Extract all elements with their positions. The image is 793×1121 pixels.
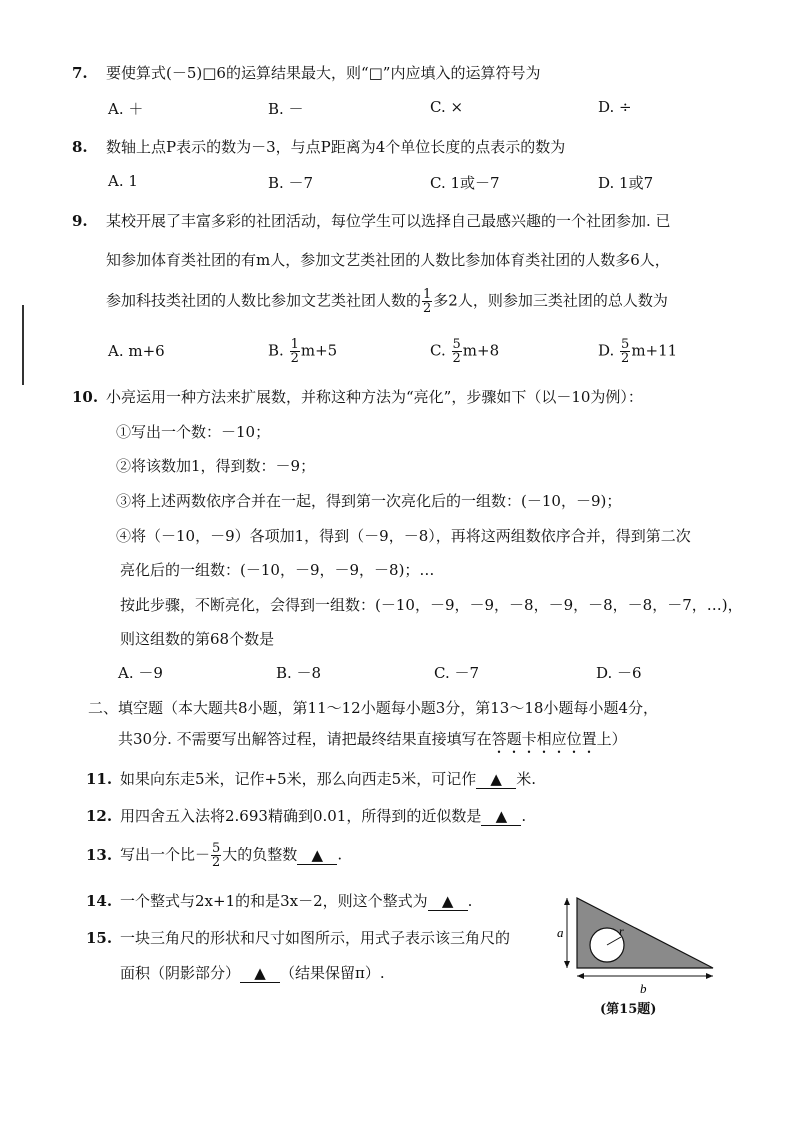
fraction (422, 288, 432, 315)
question-14 (86, 890, 472, 911)
option-label: B. (268, 341, 284, 360)
question-15 (86, 927, 510, 948)
question-stem-end: . (337, 845, 343, 864)
question-stem: 一块三角尺的形状和尺寸如图所示，用式子表示该三角尺的 (120, 929, 511, 947)
label-a: a (557, 925, 564, 940)
question-number: 13. (86, 845, 113, 864)
label-b: b (640, 981, 647, 996)
section-2-instructions (118, 728, 627, 757)
option-b[interactable]: B. －8 (276, 664, 322, 682)
fraction (452, 338, 462, 365)
option-d[interactable] (598, 338, 677, 365)
question-number: 11. (86, 770, 113, 788)
step-1: ①写出一个数：－10； (116, 423, 271, 441)
question-number: 15. (86, 929, 113, 947)
fraction-denominator: 2 (290, 351, 299, 366)
question-number: 8. (72, 138, 88, 156)
stem-text: 参加科技类社团的人数比参加文艺类社团人数的 (106, 291, 422, 310)
question-15-line-2 (120, 962, 385, 983)
fraction (290, 338, 300, 365)
option-d[interactable]: D. －6 (596, 664, 642, 682)
margin-binding-mark (22, 305, 24, 385)
question-stem-end: 米. (516, 770, 536, 788)
arrow-head-icon (706, 973, 713, 979)
option-c[interactable]: C. 1或－7 (430, 174, 500, 192)
question-8 (72, 136, 565, 157)
question-stem: 面积（阴影部分） (120, 964, 241, 982)
fraction (211, 842, 221, 869)
option-tail: m+8 (462, 341, 500, 360)
emphasized-text: 答题卡相应位置 (491, 730, 597, 748)
section-2-heading: 二、填空题（本大题共8小题，第11～12小题每小题3分，第13～18小题每小题4分， (88, 699, 658, 717)
fraction-denominator: 2 (621, 351, 630, 366)
question-9-line-2: 知参加体育类社团的有m人，参加文艺类社团的人数比参加体育类社团的人数多6人， (106, 251, 670, 269)
instruction-text: 上） (596, 730, 627, 748)
q10-follow: 按此步骤，不断亮化，会得到一组数：(－10，－9，－9，－8，－9，－8，－8，－7，…)， (120, 596, 743, 614)
option-b[interactable]: B. －7 (268, 174, 314, 192)
option-b[interactable]: B. － (268, 100, 304, 118)
question-stem: 如果向东走5米，记作+5米，那么向西走5米，可记作 (120, 770, 477, 788)
q10-options (108, 662, 748, 686)
option-tail: m+11 (631, 341, 678, 360)
question-stem: 一个整式与2x+1的和是3x－2，则这个整式为 (120, 892, 428, 910)
question-number: 10. (72, 388, 99, 406)
question-12 (86, 805, 526, 826)
q7-options (108, 98, 748, 122)
fraction-numerator: 1 (423, 287, 432, 302)
option-d[interactable]: D. ÷ (598, 98, 632, 116)
question-number: 14. (86, 892, 113, 910)
instruction-text: 共30分. 不需要写出解答过程，请把最终结果直接填写在 (118, 730, 492, 748)
fraction-numerator: 5 (212, 841, 221, 856)
arrow-head-icon (564, 898, 570, 905)
fraction-numerator: 5 (452, 337, 461, 352)
figure-caption: (第15题) (600, 1002, 657, 1017)
q9-options (108, 338, 748, 370)
question-stem: 大的负整数 (222, 845, 298, 864)
question-stem: 要使算式(－5)□6的运算结果最大，则“□”内应填入的运算符号为 (106, 64, 541, 82)
option-a[interactable]: A. ＋ (108, 100, 144, 118)
question-stem: 小亮运用一种方法来扩展数，并称这种方法为“亮化”，步骤如下（以－10为例）： (106, 388, 643, 406)
question-number: 9. (72, 212, 88, 230)
option-c[interactable]: C. × (430, 98, 464, 116)
question-stem: 数轴上点P表示的数为－3，与点P距离为4个单位长度的点表示的数为 (106, 138, 566, 156)
option-a[interactable]: A. 1 (108, 172, 138, 190)
step-2: ②将该数加1，得到数：－9； (116, 457, 316, 475)
question-stem-end: （结果保留π）. (280, 964, 385, 982)
answer-blank[interactable]: ▲ (428, 892, 468, 911)
question-10 (72, 386, 643, 407)
q10-ask: 则这组数的第68个数是 (120, 630, 275, 648)
question-stem: 写出一个比－ (120, 845, 211, 864)
answer-blank[interactable]: ▲ (297, 846, 337, 865)
question-9 (72, 210, 671, 231)
question-9-line-3 (106, 288, 668, 315)
question-7 (72, 62, 540, 83)
stem-text: 多2人，则参加三类社团的总人数为 (433, 291, 668, 310)
fraction-denominator: 2 (212, 855, 221, 870)
option-a[interactable]: A. －9 (118, 664, 163, 682)
option-a[interactable]: A. m+6 (108, 342, 165, 360)
question-stem-end: . (467, 892, 473, 910)
fraction (620, 338, 630, 365)
option-label: C. (430, 341, 446, 360)
question-stem-line-1: 某校开展了丰富多彩的社团活动，每位学生可以选择自己最感兴趣的一个社团参加. 已 (106, 212, 671, 230)
fraction-numerator: 5 (621, 337, 630, 352)
step-4-continued: 亮化后的一组数：(－10，－9，－9，－8)；… (120, 561, 435, 579)
option-tail: m+5 (300, 341, 338, 360)
arrow-head-icon (577, 973, 584, 979)
arrow-head-icon (564, 961, 570, 968)
step-3: ③将上述两数依序合并在一起，得到第一次亮化后的一组数：(－10，－9)； (116, 492, 622, 510)
answer-blank[interactable]: ▲ (240, 964, 280, 983)
step-4: ④将（－10，－9）各项加1，得到（－9，－8），再将这两组数依序合并，得到第二次 (116, 527, 691, 545)
option-b[interactable] (268, 338, 337, 365)
question-stem: 用四舍五入法将2.693精确到0.01，所得到的近似数是 (120, 807, 482, 825)
answer-blank[interactable]: ▲ (476, 770, 516, 789)
question-11 (86, 768, 536, 789)
option-c[interactable] (430, 338, 499, 365)
question-13 (86, 842, 342, 869)
fraction-denominator: 2 (452, 351, 461, 366)
option-d[interactable]: D. 1或7 (598, 174, 654, 192)
fraction-denominator: 2 (423, 301, 432, 316)
question-number: 12. (86, 807, 113, 825)
q8-options (108, 172, 748, 196)
answer-blank[interactable]: ▲ (481, 807, 521, 826)
option-c[interactable]: C. －7 (434, 664, 480, 682)
fraction-numerator: 1 (290, 337, 299, 352)
question-stem-end: . (521, 807, 527, 825)
option-label: D. (598, 341, 615, 360)
question-number: 7. (72, 64, 88, 82)
label-r: r (619, 924, 624, 938)
